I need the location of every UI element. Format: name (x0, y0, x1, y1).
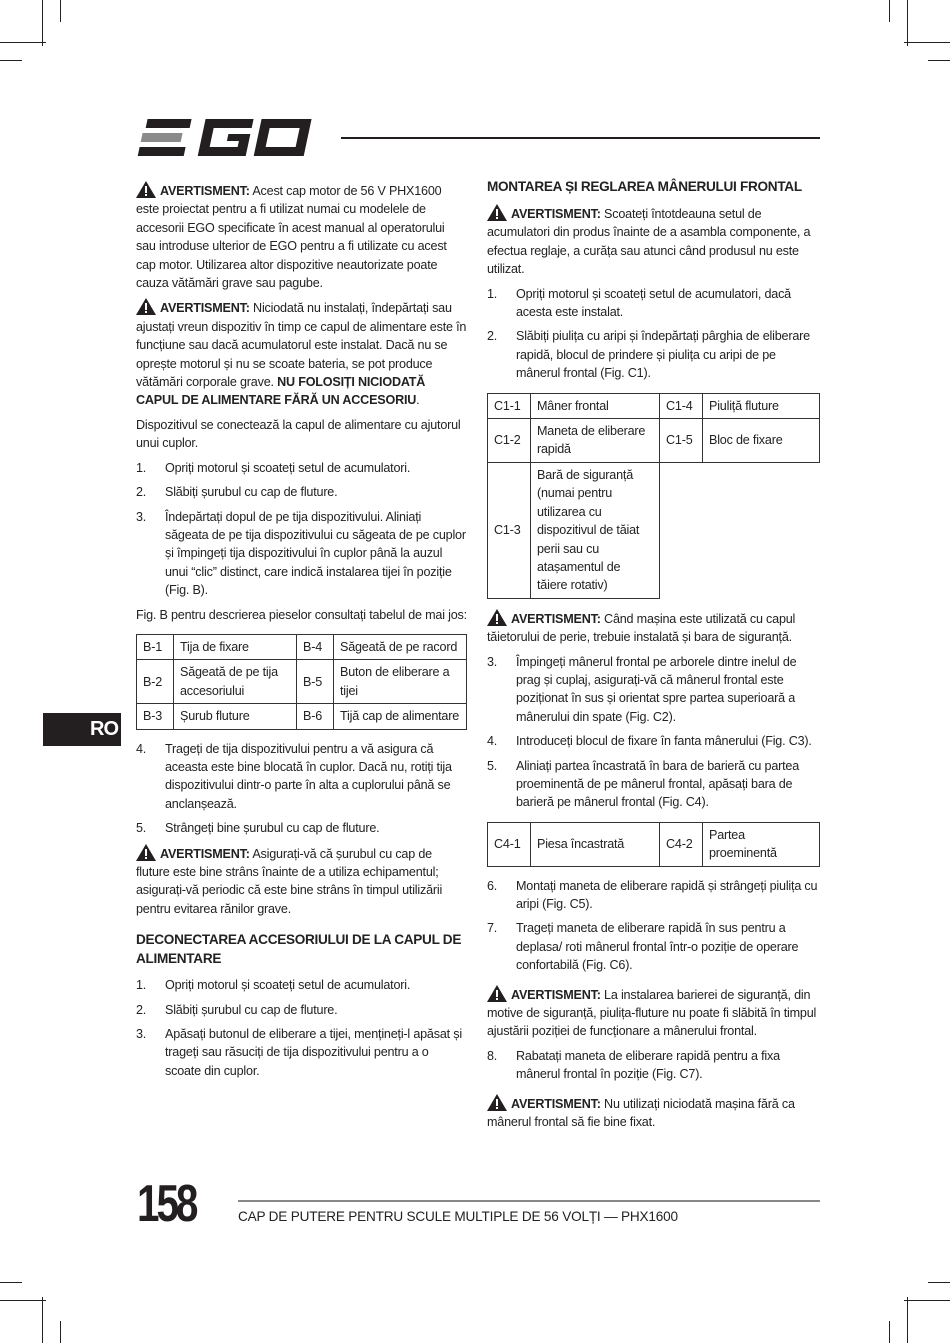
crop-mark (0, 1300, 46, 1301)
warning-paragraph: AVERTISMENT: La instalarea barierei de siguranță, din motive de siguranță, piulița-fluture nu poate fi slăbită în timpul ajustării poziției de funcționare a mânerului frontal. (487, 985, 820, 1041)
crop-mark (0, 42, 46, 43)
warning-triangle-icon (487, 985, 507, 1002)
body-paragraph: Dispozitivul se conectează la capul de alimentare cu ajutorul unui cuplor. (136, 417, 461, 451)
list-item: 5. Aliniați partea încastrată în bara de barieră cu partea proeminentă de pe mânerul frontal, apăsați bara de barieră pe mânerul frontal (Fig. C4). (487, 758, 800, 810)
table-row: C1-2 Maneta de eliberare rapidă C1-5 Bloc de fixare (488, 419, 820, 463)
list-item: 2. Slăbiți șurubul cu cap de fluture. (136, 1002, 338, 1017)
page-number: 158 (137, 1175, 196, 1233)
crop-mark (928, 1282, 950, 1283)
header-rule (341, 137, 820, 139)
parts-table-c1 (487, 393, 820, 599)
crop-mark (928, 60, 950, 61)
right-column (487, 177, 820, 1137)
crop-mark (42, 1297, 43, 1343)
steps-list (136, 740, 467, 838)
list-item: 7. Trageți maneta de eliberare rapidă în sus pentru a deplasa/ roti mânerul frontal într-o poziție de operare confortabilă (Fig. C6). (487, 921, 799, 973)
steps-list (136, 976, 467, 1080)
table-row: C1-1 Mâner frontal C1-4 Piuliță fluture (488, 393, 820, 418)
language-tab: RO (43, 713, 121, 746)
warning-triangle-icon (136, 298, 156, 315)
warning-triangle-icon (487, 609, 507, 626)
parts-table-b (136, 634, 467, 730)
left-column (136, 181, 467, 1086)
table-row: C4-1 Piesa încastrată C4-2 Partea proeminentă (488, 822, 820, 866)
crop-mark (60, 0, 61, 22)
crop-mark (889, 1321, 890, 1343)
list-item: 1. Opriți motorul și scoateți setul de acumulatori. (136, 978, 411, 993)
crop-mark (42, 0, 43, 46)
table-row: B-3 Șurub fluture B-6 Tijă cap de alimentare (137, 704, 467, 729)
warning-triangle-icon (136, 181, 156, 198)
table-row: B-2 Săgeată de pe tija accesoriului B-5 Buton de eliberare a tijei (137, 660, 467, 704)
crop-mark (907, 1297, 908, 1343)
crop-mark (60, 1321, 61, 1343)
list-item: 4. Introduceți blocul de fixare în fanta mânerului (Fig. C3). (487, 734, 812, 749)
steps-list (487, 653, 820, 812)
crop-mark (0, 60, 22, 61)
warning-triangle-icon (136, 844, 156, 861)
list-item: 8. Rabatați maneta de eliberare rapidă pentru a fixa mânerul frontal în poziție (Fig. C7). (487, 1048, 780, 1082)
warning-triangle-icon (487, 1094, 507, 1111)
list-item: 4. Trageți de tija dispozitivului pentru a vă asigura că aceasta este bine blocată în cuplor. Dacă nu, rotiți tija dispozitivului dintr-o parte în alta a cuplorului până se anclanșează. (136, 741, 452, 811)
footer-title: CAP DE PUTERE PENTRU SCULE MULTIPLE DE 56 VOLȚI — PHX1600 (238, 1209, 678, 1224)
warning-paragraph: AVERTISMENT: Scoateți întotdeauna setul de acumulatori din produs înainte de a asambla componente, a efectua reglaje, a curăța sau atunci când produsul nu este utilizat. (487, 204, 820, 279)
list-item: 1. Opriți motorul și scoateți setul de acumulatori, dacă acesta este instalat. (487, 286, 791, 320)
crop-mark (904, 1300, 950, 1301)
steps-list (487, 285, 820, 383)
crop-mark (889, 0, 890, 22)
footer-rule (238, 1200, 820, 1202)
list-item: 3. Împingeți mânerul frontal pe arborele dintre inelul de prag și cuplaj, asigurați-vă că mânerul frontal este poziționat în sus și orientat spre partea superioară a mânerului din spate (Fig. C2). (487, 654, 797, 724)
warning-triangle-icon (487, 204, 507, 221)
ego-logo (136, 117, 321, 159)
crop-mark (0, 1282, 22, 1283)
warning-paragraph: AVERTISMENT: Când mașina este utilizată cu capul tăietorului de perie, trebuie instalată și bara de siguranță. (487, 609, 820, 647)
steps-list (487, 877, 820, 975)
parts-table-c4 (487, 822, 820, 867)
list-item: 1. Opriți motorul și scoateți setul de acumulatori. (136, 460, 411, 475)
body-paragraph: Fig. B pentru descrierea pieselor consultați tabelul de mai jos: (136, 607, 467, 622)
warning-paragraph: AVERTISMENT: Asigurați-vă că șurubul cu cap de fluture este bine strâns înainte de a utiliza echipamentul; asigurați-vă periodic că este bine strâns în timpul utilizării pentru evitarea rănilor grave. (136, 844, 467, 919)
table-row: C1-3 Bară de siguranță (numai pentru utilizarea cu dispozitivul de tăiat perii sau cu atașamentul de tăiere rotativ) (488, 462, 820, 598)
crop-mark (907, 0, 908, 46)
list-item: 3. Îndepărtați dopul de pe tija dispozitivului. Aliniați săgeata de pe tija dispozitivului cu săgeata de pe cuplor și împingeți tija dispozitivului în cuplor până la auzul unui “clic” distinct, care indică instalarea tijei în poziție (Fig. B). (136, 509, 466, 598)
list-item: 6. Montați maneta de eliberare rapidă și strângeți piulița cu aripi (Fig. C5). (487, 878, 818, 911)
section-heading: DECONECTAREA ACCESORIULUI DE LA CAPUL DE ALIMENTARE (136, 932, 462, 967)
section-heading: MONTAREA ȘI REGLAREA MÂNERULUI FRONTAL (487, 179, 802, 194)
crop-mark (904, 42, 950, 43)
list-item: 5. Strângeți bine șurubul cu cap de fluture. (136, 821, 380, 836)
warning-paragraph: AVERTISMENT: Acest cap motor de 56 V PHX1600 este proiectat pentru a fi utilizat numai cu modelele de accesorii EGO specificate în acest manual al operatorului sau introduse ulterior de EGO pentru a fi utilizate cu acest cap motor. Utilizarea altor dispozitive neautorizate poate cauza vătămări grave sau pagube. (136, 181, 467, 292)
list-item: 2. Slăbiți șurubul cu cap de fluture. (136, 485, 338, 500)
list-item: 3. Apăsați butonul de eliberare a tijei, mențineți-l apăsat și trageți sau răsuciți de tija dispozitivului pentru a o scoate din cuplor. (136, 1027, 462, 1078)
steps-list (487, 1047, 820, 1084)
warning-paragraph: AVERTISMENT: Nu utilizați niciodată mașina fără ca mânerul frontal să fie bine fixat. (487, 1094, 820, 1132)
steps-list (136, 459, 467, 600)
list-item: 2. Slăbiți piulița cu aripi și îndepărtați pârghia de eliberare rapidă, blocul de prindere și piulița cu aripi de pe mânerul frontal (Fig. C1). (487, 329, 810, 381)
table-row: B-1 Tija de fixare B-4 Săgeată de pe racord (137, 634, 467, 659)
warning-paragraph: AVERTISMENT: Niciodată nu instalați, îndepărtați sau ajustați vreun dispozitiv în timp ce capul de alimentare este în funcțiune sau dacă acumulatorul este instalat. Dacă nu se oprește motorul și nu se scoate bateria, se pot produce vătămări corporale grave. NU FOLOSIȚI NICIODATĂ CAPUL DE ALIMENTARE FĂRĂ UN ACCESORIU. (136, 298, 467, 409)
